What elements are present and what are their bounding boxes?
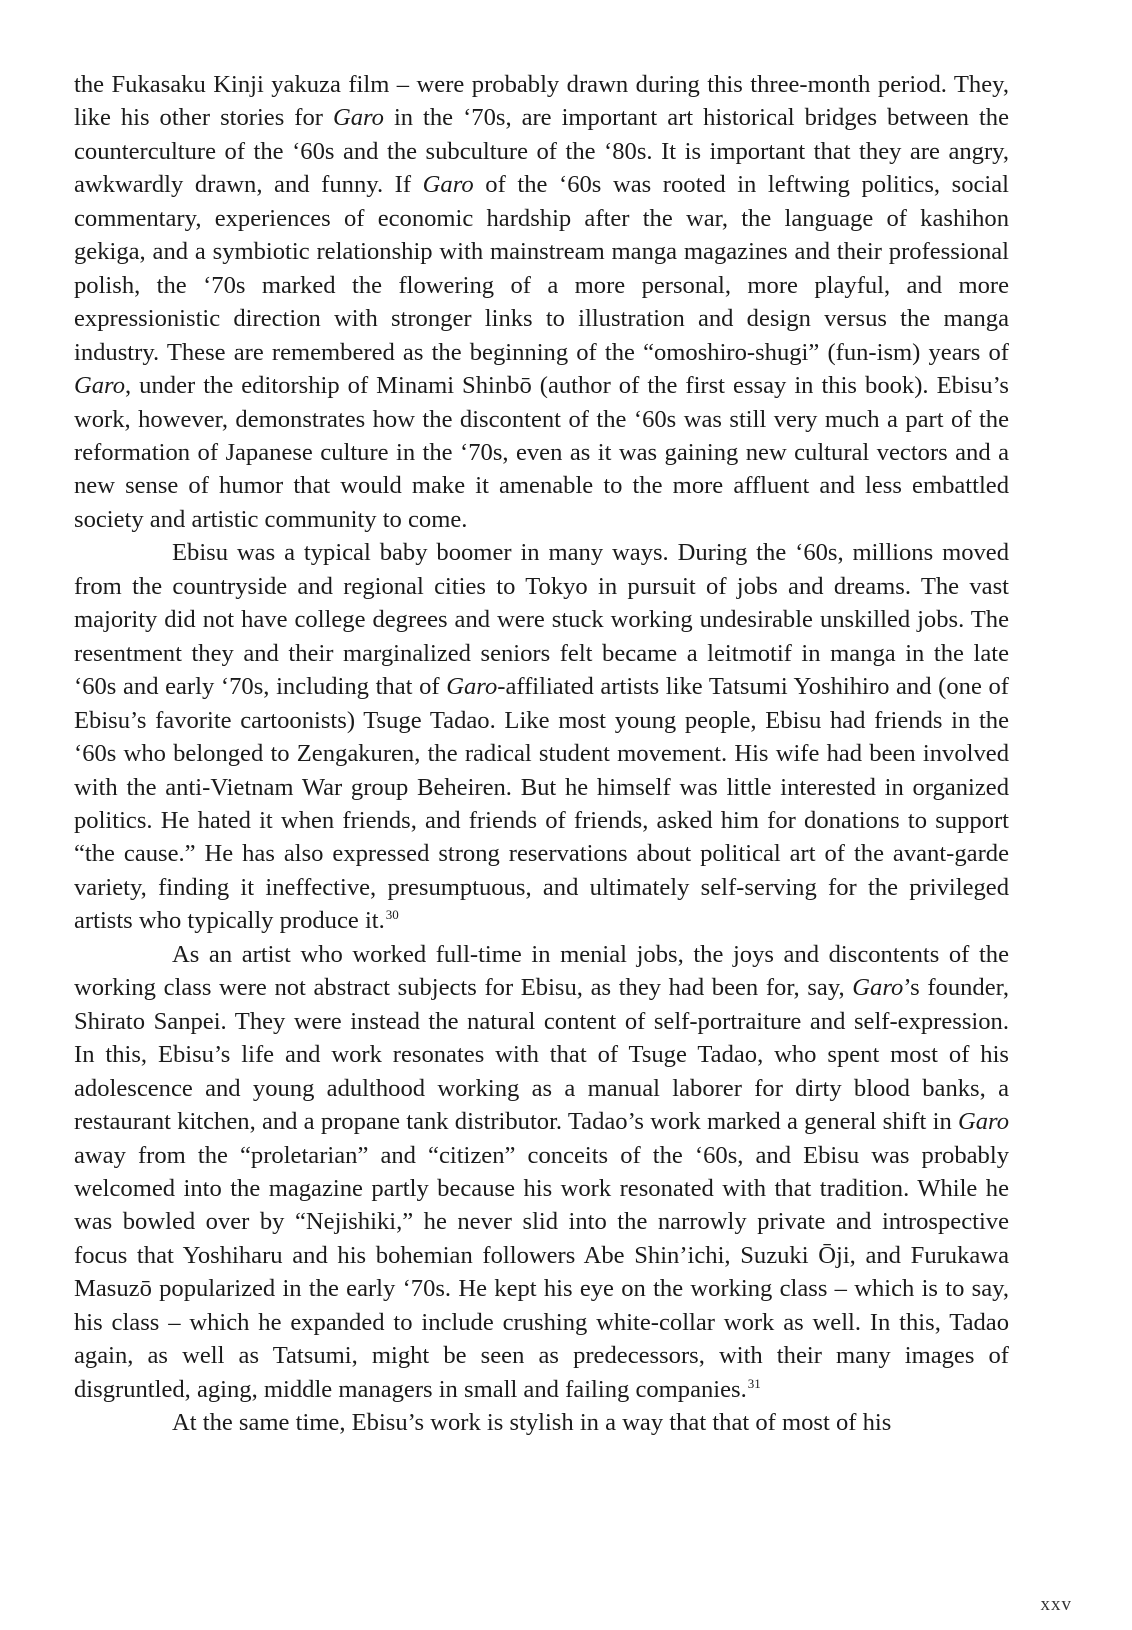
paragraph-1 bbox=[74, 68, 1009, 536]
footnote-marker-30: 30 bbox=[385, 907, 399, 923]
text-run: As an artist who worked full-time in menial jobs, the joys and discontents of the working class were not abstract subjects for Ebisu, as they had been for, say, bbox=[74, 940, 1009, 1002]
text-run: away from the “proletarian” and “citizen” conceits of the ‘60s, and Ebisu was probably welcomed into the magazine partly because his work resonated with that tradition. While he was bowled over by “Nejishiki,” he never slid into the narrowly private and introspective focus that Yoshiharu and his bohemian followers Abe Shin’ichi, Suzuki Ōji, and Furukawa Masuzō popularized in the early ‘70s. He kept his eye on the working class – which is to say, his class – which he expanded to include crushing white-collar work as well. In this, Tadao again, as well as Tatsumi, might be seen as predecessors, with their many images of disgruntled, aging, middle managers in small and failing companies. bbox=[74, 1141, 1009, 1403]
italic-title-garo: Garo bbox=[446, 673, 498, 701]
text-run: -affiliated artists like Tatsumi Yoshihiro and (one of Ebisu’s favorite cartoonists) Tsuge Tadao. Like most young people, Ebisu had friends in the ‘60s who belonged to Zengakuren, the radical student movement. His wife had been involved with the anti-Vietnam War group Beheiren. But he himself was little interested in organized politics. He hated it when friends, and friends of friends, asked him for donations to support “the cause.” He has also expressed strong reservations about political art of the avant-garde variety, finding it ineffective, presumptuous, and ultimately self-serving for the privileged artists who typically produce it. bbox=[74, 673, 1009, 935]
text-run: Ebisu was a typical baby boomer in many ways. During the ‘60s, millions moved from the countryside and regional cities to Tokyo in pursuit of jobs and dreams. The vast majority did not have college degrees and were stuck working undesirable unskilled jobs. The resentment they and their marginalized seniors felt became a leitmotif in manga in the late ‘60s and early ‘70s, including that of bbox=[74, 539, 1009, 701]
text-run: At the same time, Ebisu’s work is stylish in a way that that of most of his bbox=[172, 1409, 892, 1437]
paragraph-4 bbox=[74, 1406, 1009, 1439]
text-run: ’s founder, Shirato Sanpei. They were instead the natural content of self-portraiture and self-expression. In this, Ebisu’s life and work resonates with that of Tsuge Tadao, who spent most of his adolescence and young adulthood working as a manual laborer for dirty blood banks, a restaurant kitchen, and a propane tank distributor. Tadao’s work marked a general shift in bbox=[74, 974, 1009, 1136]
italic-title-garo: Garo bbox=[957, 1108, 1009, 1136]
book-page-body bbox=[74, 68, 1009, 1440]
italic-title-garo: Garo bbox=[332, 104, 384, 132]
footnote-marker-31: 31 bbox=[747, 1375, 761, 1391]
italic-title-garo: Garo bbox=[422, 171, 474, 199]
paragraph-2 bbox=[74, 536, 1009, 937]
paragraph-3 bbox=[74, 938, 1009, 1406]
italic-title-garo: Garo bbox=[852, 974, 904, 1002]
text-run: , under the editorship of Minami Shinbō (author of the first essay in this book). Ebisu’s work, however, demonstrates how the discontent of the ‘60s was still very much a part of the reformation of Japanese culture in the ‘70s, even as it was gaining new cultural vectors and a new sense of humor that would make it amenable to the more affluent and less embattled society and artistic community to come. bbox=[74, 372, 1009, 533]
text-run: of the ‘60s was rooted in leftwing politics, social commentary, experiences of economic hardship after the war, the language of kashihon gekiga, and a symbiotic relationship with mainstream manga magazines and their professional polish, the ‘70s marked the flowering of a more personal, more playful, and more expressionistic direction with stronger links to illustration and design versus the manga industry. These are remembered as the beginning of the “omoshiro-shugi” (fun-ism) years of bbox=[74, 171, 1010, 366]
text-run: in the ‘70s, are important art historical bridges between the counterculture of the ‘60s and the subculture of the ‘80s. It is important that they are angry, awkwardly drawn, and funny. If bbox=[74, 104, 1009, 199]
text-run: the Fukasaku Kinji yakuza film – were probably drawn during this three-month period. They, like his other stories for bbox=[74, 71, 1009, 132]
page-number: xxv bbox=[1040, 1594, 1072, 1615]
italic-title-garo: Garo bbox=[74, 372, 126, 400]
